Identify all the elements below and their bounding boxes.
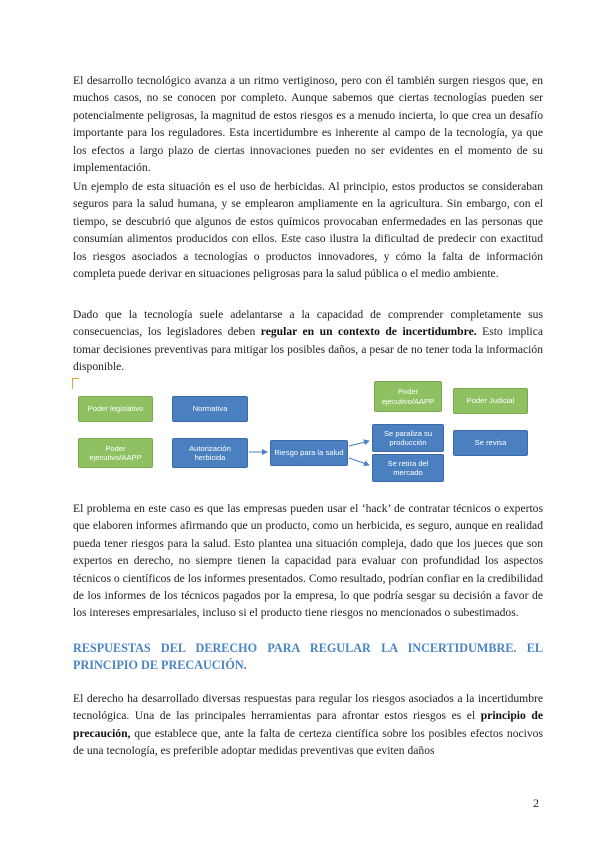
box-normativa: Normativa (172, 396, 248, 422)
paragraph-regulation (73, 306, 543, 376)
page-number: 2 (533, 796, 539, 810)
section-heading: RESPUESTAS DEL DERECHO PARA REGULAR LA INCERTIDUMBRE. EL PRINCIPIO DE PRECAUCIÓN. (73, 641, 543, 673)
paragraph-herbicide-example: Un ejemplo de esta situación es el uso de herbicidas. Al principio, estos productos se consideraban seguros para la salud humana, y se emplearon ampliamente en la agricultura. Sin embargo, con el tiempo, se descubrió que algunos de estos químicos provocaban enfermedades en las personas que consumían alimentos producidos con ellos. Este caso ilustra la dificultad de predecir con exactitud los riesgos asociados a tecnologías o productos innovadores, y cómo la falta de información completa puede derivar en situaciones peligrosas para la salud pública o el medio ambiente. (73, 180, 543, 281)
paragraph-expert-hack: El problema en este caso es que las empresas pueden usar el ‘hack’ de contratar técnicos o expertos que elaboren informes afirmando que un producto, como un herbicida, es seguro, aunque en realidad pueda tener riesgos para la salud. Esto plantea una situación compleja, dado que los jueces que son expertos en derecho, no siempre tienen la capacidad para evaluar con profundidad los aspectos técnicos o científicos de los informes presentados. Como resultado, podrían confiar en la credibilidad de los informes de los técnicos pagados por la empresa, lo que podría sesgar su decisión a favor de los intereses empresariales, incluso si el producto tiene riesgos no mencionados o subestimados. (73, 502, 543, 620)
bold-text: regular en un contexto de incertidumbre. (260, 325, 477, 339)
paragraph-text: Dado que la tecnología suele adelantarse a la capacidad de comprender completamente sus consecuencias, los legisladores deben (73, 308, 543, 339)
paragraph-intro: El desarrollo tecnológico avanza a un ritmo vertiginoso, pero con él también surgen riesgos que, en muchos casos, no se conocen por completo. Aunque sabemos que ciertas tecnologías pueden ser potencialmente peligrosas, la magnitud de estos riesgos es a menudo incierta, lo que crea un desafío importante para los reguladores. Esta incertidumbre es inherente al campo de la tecnología, ya que los efectos a largo plazo de ciertas innovaciones pueden no ser evidentes en el momento de su implementación. (73, 74, 543, 175)
regulation-diagram (72, 378, 532, 484)
box-retira-mercado: Se retira del mercado (372, 454, 444, 482)
bold-text: principio de precaución, (73, 709, 543, 740)
paragraph-text: que establece que, ante la falta de certeza científica sobre los posibles efectos nocivos de una tecnología, es preferible adoptar medidas preventivas que eviten daños (73, 726, 543, 758)
paragraph-precaution (73, 690, 543, 760)
paragraph-text: El derecho ha desarrollado diversas respuestas para regular los riesgos asociados a la incertidumbre tecnológica. Una de las principales herramientas para afrontar estos riesgos es el (73, 692, 543, 723)
box-poder-legislativo: Poder legislativo (78, 396, 153, 422)
box-paraliza-produccion: Se paraliza su producción (372, 424, 444, 452)
box-se-revisa: Se revisa (453, 430, 528, 456)
paragraph-text: Esto implica tomar decisiones preventivas para mitigar los posibles daños, a pesar de no tener toda la información disponible. (73, 325, 543, 374)
arrow-riesgo-retira (349, 458, 369, 465)
box-poder-ejecutivo-top: Poder ejecutivo/AAPP (374, 381, 442, 412)
box-poder-ejecutivo-left: Poder ejecutivo/AAPP (78, 438, 153, 468)
box-autorizacion-herbicida: Autorización herbicida (172, 438, 248, 468)
box-poder-judicial: Poder Judicial (453, 388, 528, 414)
arrow-riesgo-paraliza (349, 441, 369, 446)
box-riesgo-salud: Riesgo para la salud (270, 440, 348, 466)
